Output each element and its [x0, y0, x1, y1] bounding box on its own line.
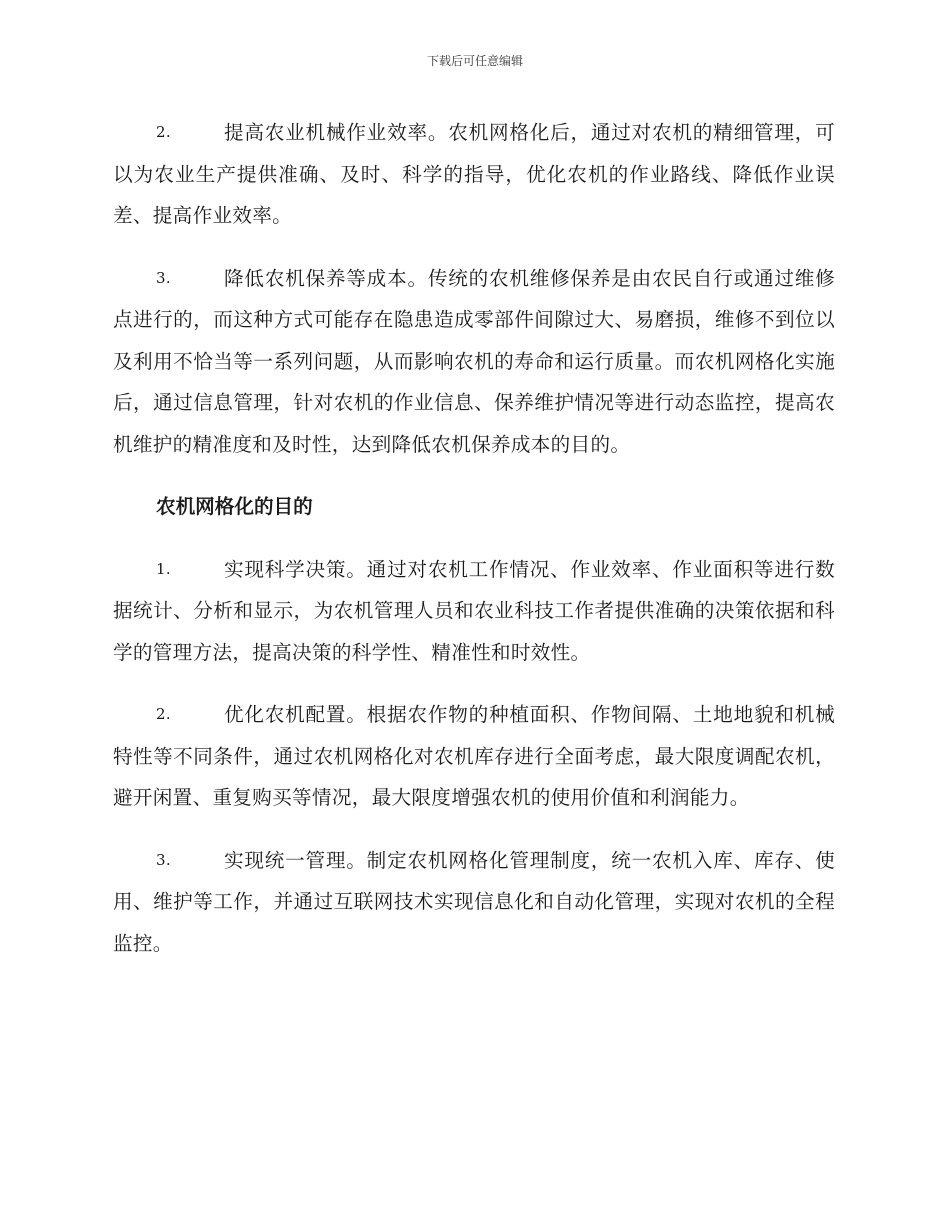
list-item-number: 1. [156, 559, 171, 578]
document-body [113, 112, 835, 985]
list-item [113, 112, 835, 237]
list-item [113, 840, 835, 965]
list-item-text: 降低农机保养等成本。传统的农机维修保养是由农民自行或通过维修点进行的，而这种方式可能存在隐患造成零部件间隙过大、易磨损，维修不到位以及利用不恰当等一系列问题，从而影响农机的寿命和运行质量。而农机网格化实施后，通过信息管理，针对农机的作业信息、保养维护情况等进行动态监控，提高农机维护的精准度和及时性，达到降低农机保养成本的目的。 [113, 266, 835, 456]
list-item-text: 提高农业机械作业效率。农机网格化后，通过对农机的精细管理，可以为农业生产提供准确、及时、科学的指导，优化农机的作业路线、降低作业误差、提高作业效率。 [113, 121, 835, 227]
section-heading: 农机网格化的目的 [156, 495, 313, 518]
list-item-text: 优化农机配置。根据农作物的种植面积、作物间隔、土地地貌和机械特性等不同条件，通过农机网格化对农机库存进行全面考虑，最大限度调配农机，避开闲置、重复购买等情况，最大限度增强农机的使用价值和利润能力。 [113, 703, 835, 809]
list-item [113, 258, 835, 466]
page-header: 下载后可任意编辑 [426, 54, 523, 68]
list-item-text: 实现统一管理。制定农机网格化管理制度，统一农机入库、库存、使用、维护等工作，并通过互联网技术实现信息化和自动化管理，实现对农机的全程监控。 [113, 848, 835, 955]
list-item-number: 2. [156, 123, 171, 141]
list-item-number: 3. [156, 268, 171, 287]
list-item-number: 2. [156, 705, 171, 723]
list-item [113, 694, 835, 819]
list-item [113, 549, 835, 674]
list-item-number: 3. [156, 850, 171, 869]
list-item-text: 实现科学决策。通过对农机工作情况、作业效率、作业面积等进行数据统计、分析和显示，为农机管理人员和农业科技工作者提供准确的决策依据和科学的管理方法，提高决策的科学性、精准性和时效性。 [113, 557, 835, 664]
